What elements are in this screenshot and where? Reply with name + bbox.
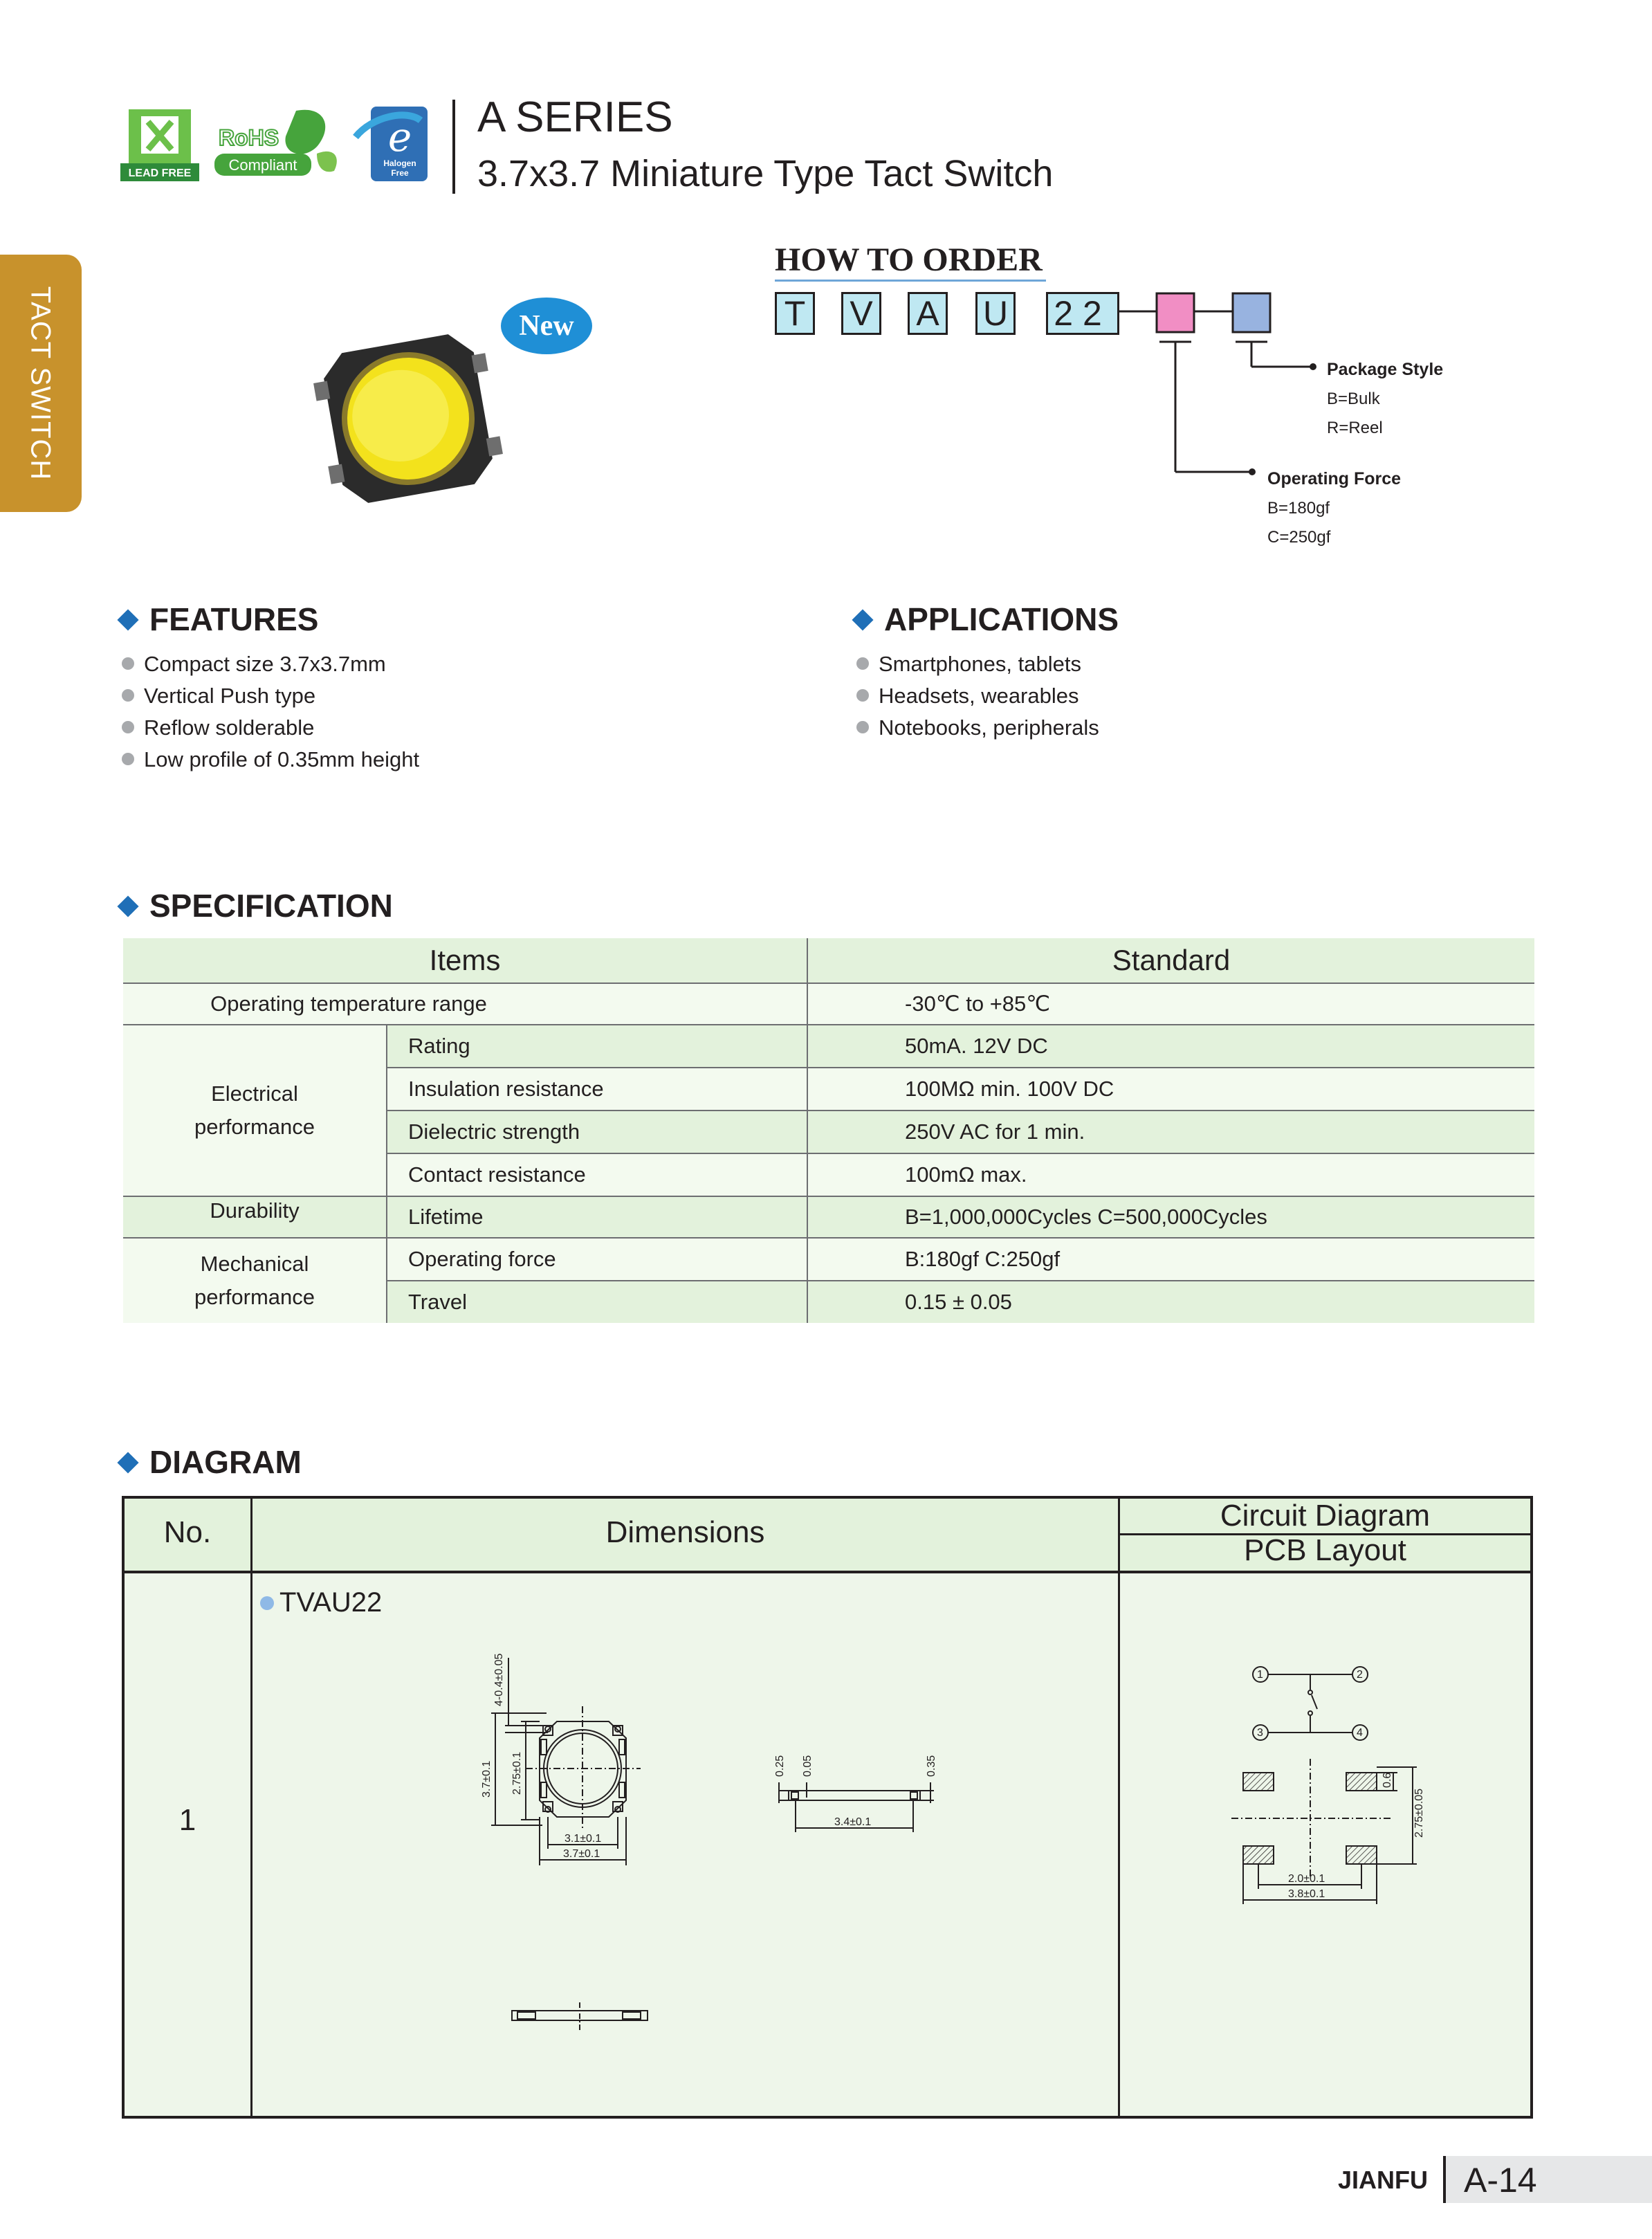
product-image — [297, 325, 519, 505]
feature-item: Low profile of 0.35mm height — [122, 747, 419, 772]
header-separator — [452, 100, 455, 194]
halogen-free-logo — [351, 102, 429, 184]
lead-free-logo — [120, 109, 199, 181]
spec-value: -30℃ to +85℃ — [905, 991, 1051, 1016]
code-char: 2 — [1054, 294, 1083, 333]
circuit-pcb-drawing — [1121, 1637, 1529, 2108]
spec-group: Mechanical performance — [194, 1252, 315, 1309]
footer-brand: JIANFU — [1338, 2166, 1429, 2194]
page-subtitle: 3.7x3.7 Miniature Type Tact Switch — [477, 153, 1054, 194]
pin-label: 3 — [1257, 1727, 1263, 1739]
spec-item: Operating temperature range — [210, 991, 487, 1016]
series-title: A SERIES — [477, 93, 673, 141]
force-slot — [1157, 293, 1194, 332]
spec-value: 250V AC for 1 min. — [905, 1120, 1085, 1144]
code-char: 2 — [1083, 294, 1112, 333]
bullet-icon — [122, 721, 134, 733]
spec-item: Rating — [408, 1034, 470, 1058]
specification-table — [123, 938, 1534, 1323]
applications-heading: APPLICATIONS — [851, 601, 1119, 638]
spec-value: B=1,000,000Cycles C=500,000Cycles — [905, 1205, 1267, 1229]
how-to-order-underline — [775, 280, 1046, 282]
diamond-icon — [117, 895, 138, 917]
spec-group: Electrical performance — [194, 1081, 315, 1139]
dim-text: 2.75±0.05 — [1413, 1788, 1425, 1838]
application-item: Notebooks, peripherals — [856, 715, 1099, 740]
diagram-row-no: 1 — [178, 1803, 196, 1837]
spec-item: Travel — [408, 1290, 467, 1314]
application-item: Smartphones, tablets — [856, 652, 1081, 677]
footer-page-number: A-14 — [1443, 2156, 1652, 2203]
feature-item: Compact size 3.7x3.7mm — [122, 652, 386, 677]
spec-group: Durability — [210, 1198, 300, 1223]
svg-text:RoHS: RoHS — [219, 125, 279, 150]
pin-label: 2 — [1357, 1669, 1363, 1681]
pin-label: 4 — [1357, 1727, 1363, 1739]
order-leader-lines — [1107, 284, 1453, 491]
bullet-icon — [856, 689, 869, 702]
diagram-header-no: No. — [163, 1515, 212, 1549]
bullet-icon — [856, 657, 869, 670]
spec-value: 0.15 ± 0.05 — [905, 1290, 1012, 1314]
operating-force-label: Operating Force — [1267, 469, 1402, 488]
operating-force-option: B=180gf — [1267, 499, 1330, 518]
spec-value: B:180gf C:250gf — [905, 1247, 1061, 1271]
spec-header-items: Items — [429, 944, 501, 976]
spec-item: Insulation resistance — [408, 1077, 604, 1101]
dim-text: 3.4±0.1 — [834, 1816, 872, 1828]
model-label: TVAU22 — [260, 1587, 382, 1618]
svg-text:LEAD FREE: LEAD FREE — [128, 167, 192, 179]
spec-item: Lifetime — [408, 1205, 484, 1229]
diamond-icon — [117, 1452, 138, 1473]
code-char: U — [975, 292, 1016, 335]
features-heading: FEATURES — [116, 601, 319, 638]
dim-text: 0.35 — [926, 1755, 937, 1777]
diagram-table — [122, 1496, 1533, 2119]
dim-text: 0.6 — [1382, 1772, 1393, 1788]
svg-text:Compliant: Compliant — [228, 156, 297, 174]
feature-item: Reflow solderable — [122, 715, 314, 740]
dim-text: 3.1±0.1 — [565, 1833, 602, 1845]
bullet-icon — [122, 753, 134, 765]
feature-item: Vertical Push type — [122, 684, 315, 709]
svg-text:e: e — [387, 113, 412, 161]
dim-text: 3.7±0.1 — [563, 1848, 600, 1860]
side-tab — [0, 255, 82, 512]
code-char: V — [841, 292, 881, 335]
dim-text: 4-0.4±0.05 — [493, 1653, 505, 1706]
specification-heading: SPECIFICATION — [116, 887, 393, 924]
code-char: A — [908, 292, 948, 335]
spec-item: Operating force — [408, 1247, 556, 1271]
diamond-icon — [852, 609, 873, 630]
code-char: T — [775, 292, 815, 335]
spec-item: Contact resistance — [408, 1162, 586, 1187]
package-slot — [1233, 293, 1270, 332]
spec-value: 100mΩ max. — [905, 1162, 1027, 1187]
diagram-header-dimensions: Dimensions — [605, 1515, 765, 1549]
spec-item: Dielectric strength — [408, 1120, 580, 1144]
new-badge: New — [501, 298, 592, 354]
how-to-order-title: HOW TO ORDER — [775, 241, 1043, 278]
bullet-icon — [260, 1596, 274, 1610]
bullet-icon — [122, 657, 134, 670]
package-style-option: B=Bulk — [1327, 390, 1380, 408]
pin-label: 1 — [1257, 1669, 1263, 1681]
spec-header-standard: Standard — [1112, 944, 1231, 976]
dim-text: 0.05 — [802, 1755, 814, 1777]
dim-text: 3.8±0.1 — [1288, 1888, 1325, 1900]
bullet-icon — [122, 689, 134, 702]
diagram-header-pcb: PCB Layout — [1244, 1533, 1406, 1567]
diagram-header-circuit: Circuit Diagram — [1220, 1499, 1431, 1533]
dim-text: 2.0±0.1 — [1288, 1873, 1325, 1885]
diagram-heading: DIAGRAM — [116, 1443, 302, 1481]
bullet-icon — [856, 721, 869, 733]
spec-value: 50mA. 12V DC — [905, 1034, 1048, 1058]
diamond-icon — [117, 609, 138, 630]
dim-text: 2.75±0.1 — [511, 1751, 523, 1795]
svg-text:Halogen: Halogen — [383, 158, 416, 168]
application-item: Headsets, wearables — [856, 684, 1079, 709]
dim-text: 0.25 — [774, 1755, 786, 1777]
operating-force-option: C=250gf — [1267, 528, 1331, 547]
package-style-option: R=Reel — [1327, 419, 1383, 437]
spec-value: 100MΩ min. 100V DC — [905, 1077, 1114, 1101]
side-tab-label: TACT SWITCH — [25, 286, 56, 481]
package-style-label: Package Style — [1327, 360, 1444, 379]
rohs-logo — [213, 105, 345, 183]
svg-text:Free: Free — [391, 168, 409, 178]
dim-text: 3.7±0.1 — [481, 1760, 493, 1798]
dimension-drawing — [249, 1637, 1114, 2108]
